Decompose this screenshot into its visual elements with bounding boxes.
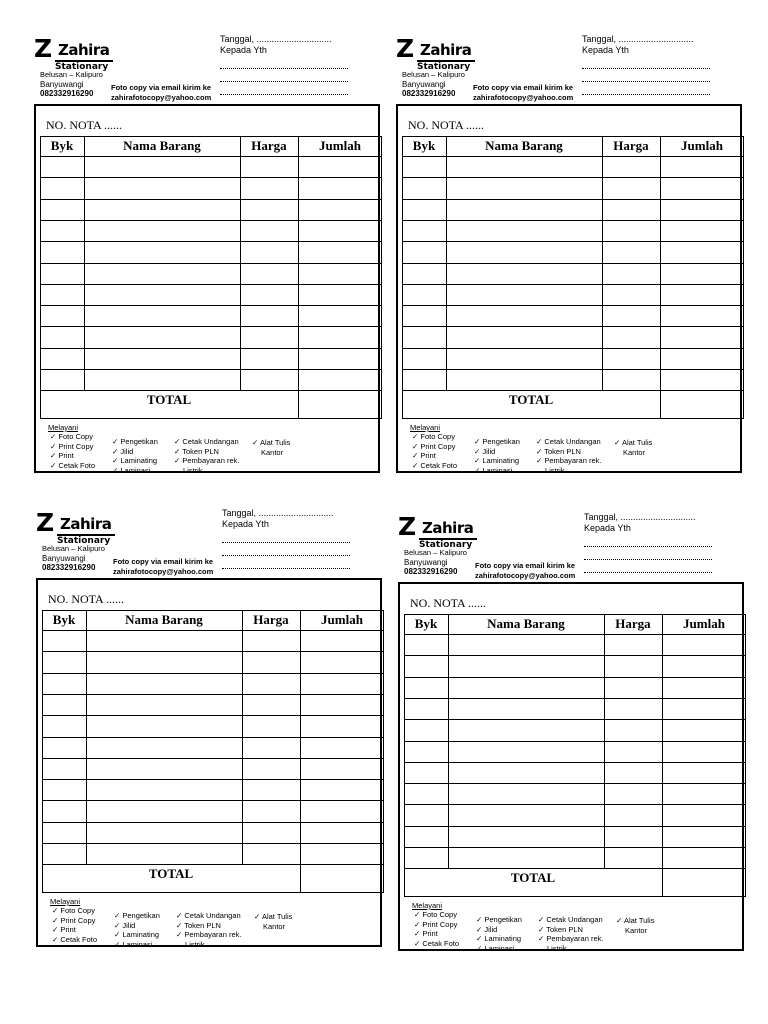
column-header-jumlah: Jumlah	[319, 138, 361, 153]
services-title: Melayani	[48, 423, 79, 432]
items-table	[402, 136, 744, 418]
table-column-line	[662, 614, 663, 896]
receipt-form-1	[34, 26, 396, 481]
services-col-4: ✓ Alat Tulis Kantor	[614, 438, 653, 457]
nota-number-label: NO. NOTA ......	[410, 596, 487, 610]
nota-number-label: NO. NOTA ......	[48, 592, 125, 606]
recipient-line	[222, 568, 350, 569]
table-row-line	[402, 220, 744, 221]
nota-box	[34, 104, 380, 473]
table-row-line	[42, 694, 384, 695]
table-row-line	[404, 783, 746, 784]
address-line: Belusan – Kalipuro	[42, 544, 105, 553]
phone-number: 082332916290	[40, 89, 94, 98]
column-header-byk: Byk	[52, 612, 76, 627]
table-row-line	[402, 199, 744, 200]
table-column-line	[42, 610, 43, 892]
recipient-line	[582, 81, 710, 82]
services-col-1: ✓ Foto Copy ✓ Print Copy ✓ Print ✓ Cetak Foto	[412, 432, 458, 470]
table-row-line	[402, 136, 744, 137]
table-row-line	[404, 698, 746, 699]
zahira-logo: Z Zahira Stationary	[398, 518, 488, 552]
nota-number-label: NO. NOTA ......	[408, 118, 485, 132]
table-row-line	[42, 843, 384, 844]
table-column-line	[381, 136, 382, 418]
table-row-line	[42, 610, 384, 611]
table-row-line	[40, 220, 382, 221]
zahira-logo: Z Zahira Stationary	[396, 40, 486, 74]
services-col-3: ✓ Cetak Undangan ✓ Token PLN ✓ Pembayaran rek. Listrik	[176, 911, 242, 949]
recipient-line	[222, 555, 350, 556]
table-row-line	[40, 326, 382, 327]
nota-box	[36, 578, 382, 947]
table-row-line	[404, 655, 746, 656]
table-row-line	[40, 136, 382, 137]
services-col-3: ✓ Cetak Undangan ✓ Token PLN ✓ Pembayaran rek. Listrik	[538, 915, 604, 953]
table-row-line	[404, 634, 746, 635]
column-header-nama-barang: Nama Barang	[485, 138, 563, 153]
table-row-line	[42, 779, 384, 780]
table-row-line	[402, 348, 744, 349]
table-column-line	[745, 614, 746, 896]
table-row-line	[42, 864, 384, 865]
total-label: TOTAL	[510, 870, 556, 886]
table-column-line	[404, 614, 405, 896]
table-row-line	[40, 390, 382, 391]
table-row-line	[404, 868, 746, 869]
table-column-line	[242, 610, 243, 864]
table-column-line	[86, 610, 87, 864]
column-header-harga: Harga	[253, 612, 289, 627]
services-col-3: ✓ Cetak Undangan ✓ Token PLN ✓ Pembayaran rek. Listrik	[536, 437, 602, 475]
table-row-line	[404, 762, 746, 763]
table-row-line	[402, 369, 744, 370]
column-header-nama-barang: Nama Barang	[487, 616, 565, 631]
services-col-1: ✓ Foto Copy ✓ Print Copy ✓ Print ✓ Cetak Foto	[50, 432, 96, 470]
total-label: TOTAL	[148, 866, 194, 882]
table-row-line	[40, 348, 382, 349]
table-row-line	[402, 418, 744, 419]
table-row-line	[42, 800, 384, 801]
table-column-line	[446, 136, 447, 390]
address-line: Belusan – Kalipuro	[40, 70, 103, 79]
items-table	[42, 610, 384, 892]
services-col-4: ✓ Alat Tulis Kantor	[616, 916, 655, 935]
table-column-line	[300, 610, 301, 892]
table-row-line	[402, 156, 744, 157]
services-title: Melayani	[410, 423, 441, 432]
email-info: Foto copy via email kirim ke zahirafotocopy@yahoo.com	[475, 561, 576, 580]
services-title: Melayani	[412, 901, 443, 910]
table-row-line	[42, 673, 384, 674]
column-header-jumlah: Jumlah	[681, 138, 723, 153]
table-row-line	[42, 892, 384, 893]
email-info: Foto copy via email kirim ke zahirafotocopy@yahoo.com	[113, 557, 214, 576]
recipient-label: Kepada Yth	[582, 45, 629, 55]
table-column-line	[402, 136, 403, 418]
table-row-line	[40, 263, 382, 264]
items-table	[40, 136, 382, 418]
table-row-line	[40, 305, 382, 306]
table-row-line	[404, 614, 746, 615]
column-header-harga: Harga	[251, 138, 287, 153]
recipient-line	[582, 68, 710, 69]
recipient-line	[220, 94, 348, 95]
address-line: Belusan – Kalipuro	[404, 548, 467, 557]
table-column-line	[602, 136, 603, 390]
table-row-line	[402, 326, 744, 327]
table-row-line	[404, 896, 746, 897]
table-row-line	[40, 284, 382, 285]
column-header-harga: Harga	[613, 138, 649, 153]
table-row-line	[402, 263, 744, 264]
table-column-line	[604, 614, 605, 868]
table-row-line	[40, 177, 382, 178]
phone-number: 082332916290	[402, 89, 456, 98]
table-column-line	[84, 136, 85, 390]
services-title: Melayani	[50, 897, 81, 906]
services-list	[48, 423, 291, 475]
services-list	[50, 897, 293, 949]
table-row-line	[404, 826, 746, 827]
column-header-byk: Byk	[50, 138, 74, 153]
recipient-line	[584, 559, 712, 560]
recipient-line	[222, 542, 350, 543]
table-column-line	[40, 136, 41, 418]
table-column-line	[660, 136, 661, 418]
column-header-jumlah: Jumlah	[321, 612, 363, 627]
table-row-line	[40, 156, 382, 157]
recipient-line	[584, 572, 712, 573]
phone-number: 082332916290	[42, 563, 96, 572]
table-column-line	[240, 136, 241, 390]
recipient-line	[584, 546, 712, 547]
date-label: Tanggal, ..............................	[582, 34, 694, 44]
receipt-form-2	[396, 26, 758, 481]
table-row-line	[404, 677, 746, 678]
services-list	[412, 901, 655, 953]
table-row-line	[402, 305, 744, 306]
services-col-3: ✓ Cetak Undangan ✓ Token PLN ✓ Pembayaran rek. Listrik	[174, 437, 240, 475]
services-col-2: ✓ Pengetikan ✓ Jilid ✓ Laminating ✓ Laminasi	[476, 915, 522, 953]
column-header-nama-barang: Nama Barang	[125, 612, 203, 627]
services-col-2: ✓ Pengetikan ✓ Jilid ✓ Laminating ✓ Laminasi	[112, 437, 158, 475]
nota-number-label: NO. NOTA ......	[46, 118, 123, 132]
table-row-line	[40, 199, 382, 200]
column-header-byk: Byk	[414, 616, 438, 631]
table-row-line	[42, 822, 384, 823]
phone-number: 082332916290	[404, 567, 458, 576]
table-column-line	[298, 136, 299, 418]
zahira-logo: Z Zahira Stationary	[34, 40, 124, 74]
table-column-line	[448, 614, 449, 868]
services-col-4: ✓ Alat Tulis Kantor	[254, 912, 293, 931]
table-row-line	[402, 241, 744, 242]
services-col-2: ✓ Pengetikan ✓ Jilid ✓ Laminating ✓ Laminasi	[114, 911, 160, 949]
table-row-line	[404, 804, 746, 805]
items-table	[404, 614, 746, 896]
email-info: Foto copy via email kirim ke zahirafotocopy@yahoo.com	[111, 83, 212, 102]
total-label: TOTAL	[146, 392, 192, 408]
address-line: Belusan – Kalipuro	[402, 70, 465, 79]
table-row-line	[402, 284, 744, 285]
address-city: Banyuwangi	[40, 80, 84, 89]
table-column-line	[383, 610, 384, 892]
table-row-line	[40, 418, 382, 419]
table-row-line	[42, 651, 384, 652]
table-row-line	[402, 390, 744, 391]
services-col-1: ✓ Foto Copy ✓ Print Copy ✓ Print ✓ Cetak Foto	[414, 910, 460, 948]
receipt-form-4	[398, 504, 760, 959]
table-row-line	[42, 715, 384, 716]
date-label: Tanggal, ..............................	[220, 34, 332, 44]
receipt-form-3	[36, 500, 398, 955]
recipient-label: Kepada Yth	[222, 519, 269, 529]
table-row-line	[42, 737, 384, 738]
recipient-label: Kepada Yth	[584, 523, 631, 533]
table-row-line	[402, 177, 744, 178]
recipient-line	[220, 81, 348, 82]
table-row-line	[404, 719, 746, 720]
table-row-line	[40, 241, 382, 242]
column-header-harga: Harga	[615, 616, 651, 631]
table-row-line	[42, 758, 384, 759]
table-row-line	[404, 741, 746, 742]
table-row-line	[404, 847, 746, 848]
address-city: Banyuwangi	[402, 80, 446, 89]
zahira-logo: Z Zahira Stationary	[36, 514, 126, 548]
services-col-4: ✓ Alat Tulis Kantor	[252, 438, 291, 457]
address-city: Banyuwangi	[404, 558, 448, 567]
table-column-line	[743, 136, 744, 418]
table-row-line	[40, 369, 382, 370]
table-row-line	[42, 630, 384, 631]
nota-box	[398, 582, 744, 951]
recipient-line	[582, 94, 710, 95]
email-info: Foto copy via email kirim ke zahirafotocopy@yahoo.com	[473, 83, 574, 102]
column-header-nama-barang: Nama Barang	[123, 138, 201, 153]
recipient-label: Kepada Yth	[220, 45, 267, 55]
column-header-jumlah: Jumlah	[683, 616, 725, 631]
date-label: Tanggal, ..............................	[222, 508, 334, 518]
column-header-byk: Byk	[412, 138, 436, 153]
services-col-2: ✓ Pengetikan ✓ Jilid ✓ Laminating ✓ Laminasi	[474, 437, 520, 475]
services-col-1: ✓ Foto Copy ✓ Print Copy ✓ Print ✓ Cetak Foto	[52, 906, 98, 944]
nota-box	[396, 104, 742, 473]
services-list	[410, 423, 653, 475]
address-city: Banyuwangi	[42, 554, 86, 563]
total-label: TOTAL	[508, 392, 554, 408]
recipient-line	[220, 68, 348, 69]
date-label: Tanggal, ..............................	[584, 512, 696, 522]
